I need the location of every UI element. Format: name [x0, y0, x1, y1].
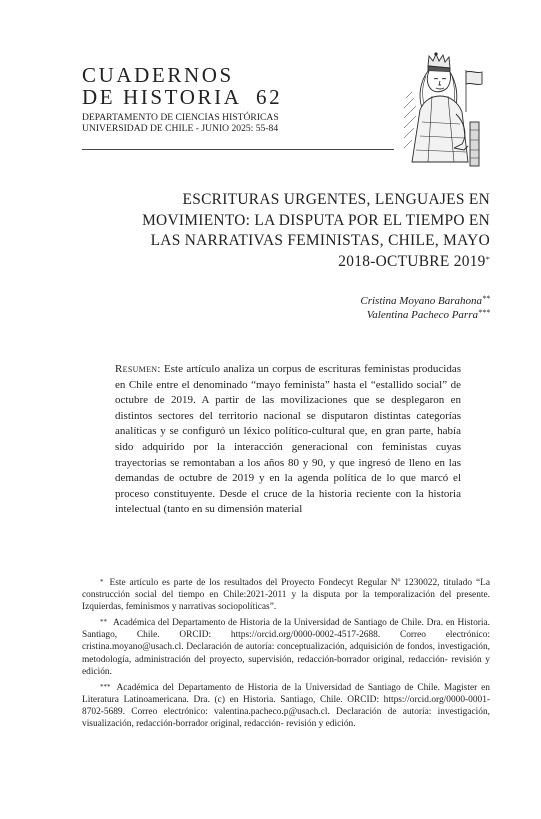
journal-affiliation	[82, 112, 279, 134]
abstract-lead: Resumen:	[115, 363, 161, 375]
journal-title-line-2: DE HISTORIA 62	[82, 85, 283, 109]
abstract	[115, 362, 461, 518]
footnote-3-mark: ***	[100, 682, 111, 691]
article-title	[100, 190, 490, 272]
department-name: DEPARTAMENTO DE CIENCIAS HISTÓRICAS	[82, 112, 279, 123]
author-2	[360, 308, 490, 322]
footnote-1-text: Este artículo es parte de los resultados del Proyecto Fondecyt Regular Nº 1230022, titulado “La construcción social del tiempo en Chile:2021-2011 y la disputa por la temporalización del presente. Izquierdas, feminismos y narrativas sociopolíticas”.	[82, 578, 490, 613]
author-list	[360, 294, 490, 322]
author-1-mark: **	[482, 294, 490, 303]
footnote-1	[82, 577, 490, 613]
article-title-line-3: LAS NARRATIVAS FEMINISTAS, CHILE, MAYO	[150, 232, 490, 249]
journal-emblem-illustration	[398, 52, 484, 168]
title-footnote-mark: *	[485, 254, 490, 264]
header-rule	[82, 149, 394, 150]
footnote-3	[82, 682, 490, 730]
author-2-name: Valentina Pacheco Parra	[366, 309, 478, 321]
footnote-2-mark: **	[100, 618, 107, 627]
author-1	[360, 294, 490, 308]
footnote-1-mark: *	[100, 578, 104, 586]
article-title-line-2: MOVIMIENTO: LA DISPUTA POR EL TIEMPO EN	[142, 211, 490, 229]
footnote-3-text: Académica del Departamento de Historia de la Universidad de Santiago de Chile. Magister en Literatura Latinoamericana. Dra. (c) en Historia. Santiago, Chile. ORCID: https://orcid.org/0000-0001-8702-5689. Correo electrónico: valentina.pacheco.p@usach.cl. Declaración de autoría: investigación, visualización, redacción-borrador original, redacción- revisión y edición.	[82, 682, 490, 730]
university-issue: UNIVERSIDAD DE CHILE - JUNIO 2025: 55-84	[82, 123, 279, 134]
author-2-mark: ***	[478, 308, 490, 317]
footnote-2-text: Académica del Departamento de Historia de la Universidad de Santiago de Chile. Dra. en Historia. Santiago, Chile. ORCID: https://orcid.org/0000-0002-4517-2688. Correo electrónico: cristina.moyano@usach.cl. Declaración de autoría: conceptualización, adquisición de fondos, investigación, metodología, administración del proyecto, supervisión, redacción-borrador original, redacción- revisión y edición.	[82, 618, 490, 677]
abstract-text: Este artículo analiza un corpus de escrituras feministas producidas en Chile entre el denominado “mayo feminista” hasta el “estallido social” de octubre de 2019. A partir de las movilizaciones que se desplegaron en distintos sectores del territorio nacional se disputaron distintas categorías analíticas y se configuró un léxico político-cultural que, en gran parte, había sido adquirido por la interacción generacional con feministas cuyas trayectorias se remontaban a los años 80 y 90, y que ingresó de lleno en las demandas de octubre de 2019 y en la agenda política de lo que marcó el proceso constituyente. Desde el cruce de la historia reciente con la historia intelectual (tanto en su dimensión material	[115, 363, 461, 516]
article-title-line-1: ESCRITURAS URGENTES, LENGUAJES EN	[182, 191, 490, 208]
journal-title	[82, 64, 282, 108]
journal-title-line-1: CUADERNOS	[82, 63, 234, 87]
footnotes	[82, 577, 490, 734]
author-1-name: Cristina Moyano Barahona	[360, 295, 482, 307]
footnote-2	[82, 617, 490, 677]
article-title-line-4: 2018-OCTUBRE 2019	[338, 252, 486, 270]
